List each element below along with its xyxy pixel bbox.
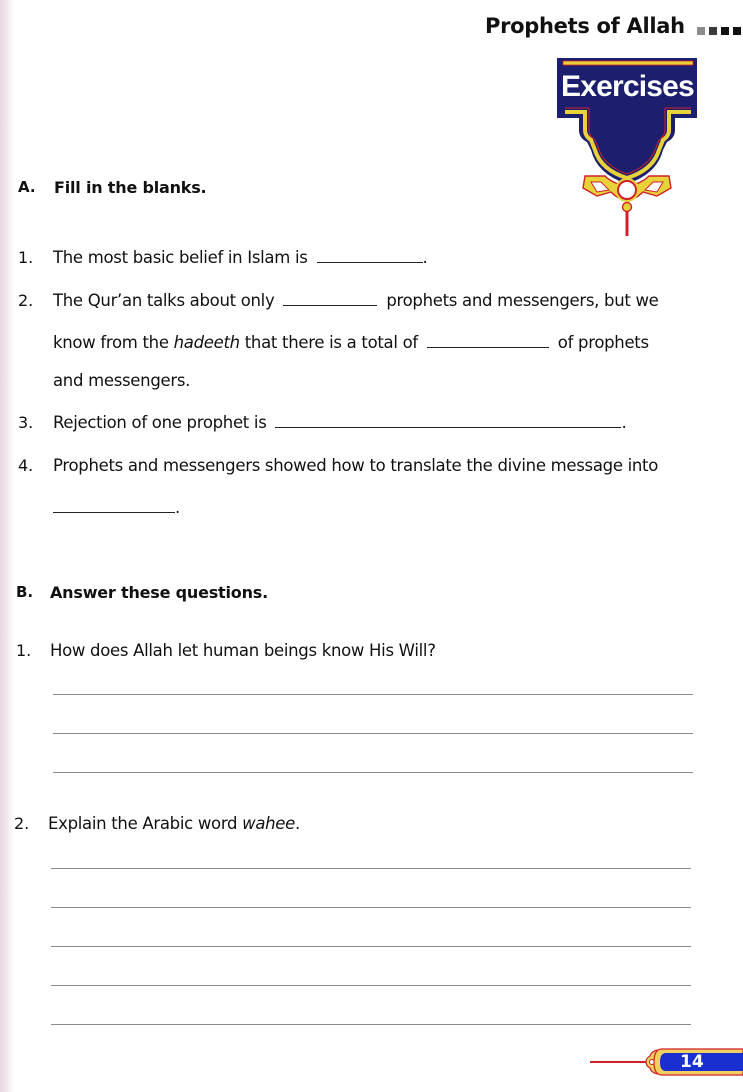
question-a2-line3: and messengers. bbox=[53, 371, 191, 390]
exercises-badge bbox=[557, 58, 700, 242]
item-number: 1. bbox=[16, 641, 32, 660]
header-square-decoration bbox=[697, 27, 741, 35]
blank-field[interactable] bbox=[275, 426, 621, 428]
page-tab-ornament-icon bbox=[590, 1044, 743, 1078]
question-b2: Explain the Arabic word wahee. bbox=[48, 814, 300, 833]
page-number-tab bbox=[590, 1044, 743, 1078]
section-b-title: Answer these questions. bbox=[50, 583, 268, 602]
blank-field[interactable] bbox=[283, 304, 377, 306]
section-a-title: Fill in the blanks. bbox=[54, 178, 207, 197]
badge-label: Exercises bbox=[561, 70, 694, 103]
section-a-letter: A. bbox=[18, 178, 36, 196]
square-icon bbox=[733, 27, 741, 35]
item-number: 2. bbox=[18, 291, 34, 310]
page-number: 14 bbox=[680, 1052, 704, 1072]
blank-field[interactable] bbox=[53, 511, 175, 513]
item-number: 2. bbox=[14, 814, 30, 833]
blank-field[interactable] bbox=[317, 261, 423, 263]
question-a2-line2: know from the hadeeth that there is a total of of prophets bbox=[53, 333, 649, 352]
section-b-letter: B. bbox=[16, 583, 34, 601]
chapter-title: Prophets of Allah bbox=[485, 14, 685, 38]
question-a3: Rejection of one prophet is . bbox=[53, 413, 627, 432]
question-b1: How does Allah let human beings know His Will? bbox=[50, 641, 436, 660]
page-spine-shadow bbox=[0, 0, 14, 1092]
question-a4: Prophets and messengers showed how to translate the divine message into bbox=[53, 456, 659, 475]
question-a2-line1: The Qur’an talks about only prophets and messengers, but we bbox=[53, 291, 659, 310]
answer-line[interactable] bbox=[51, 946, 691, 947]
item-number: 1. bbox=[18, 248, 34, 267]
answer-line[interactable] bbox=[53, 733, 693, 734]
square-icon bbox=[697, 27, 705, 35]
answer-line[interactable] bbox=[53, 694, 693, 695]
question-a1: The most basic belief in Islam is . bbox=[53, 248, 428, 267]
square-icon bbox=[721, 27, 729, 35]
item-number: 4. bbox=[18, 456, 34, 475]
blank-field[interactable] bbox=[427, 346, 549, 348]
question-a4-blank-line: . bbox=[53, 498, 180, 517]
answer-line[interactable] bbox=[51, 985, 691, 986]
answer-line[interactable] bbox=[51, 868, 691, 869]
item-number: 3. bbox=[18, 413, 34, 432]
square-icon bbox=[709, 27, 717, 35]
answer-line[interactable] bbox=[51, 907, 691, 908]
answer-line[interactable] bbox=[53, 772, 693, 773]
answer-line[interactable] bbox=[51, 1024, 691, 1025]
